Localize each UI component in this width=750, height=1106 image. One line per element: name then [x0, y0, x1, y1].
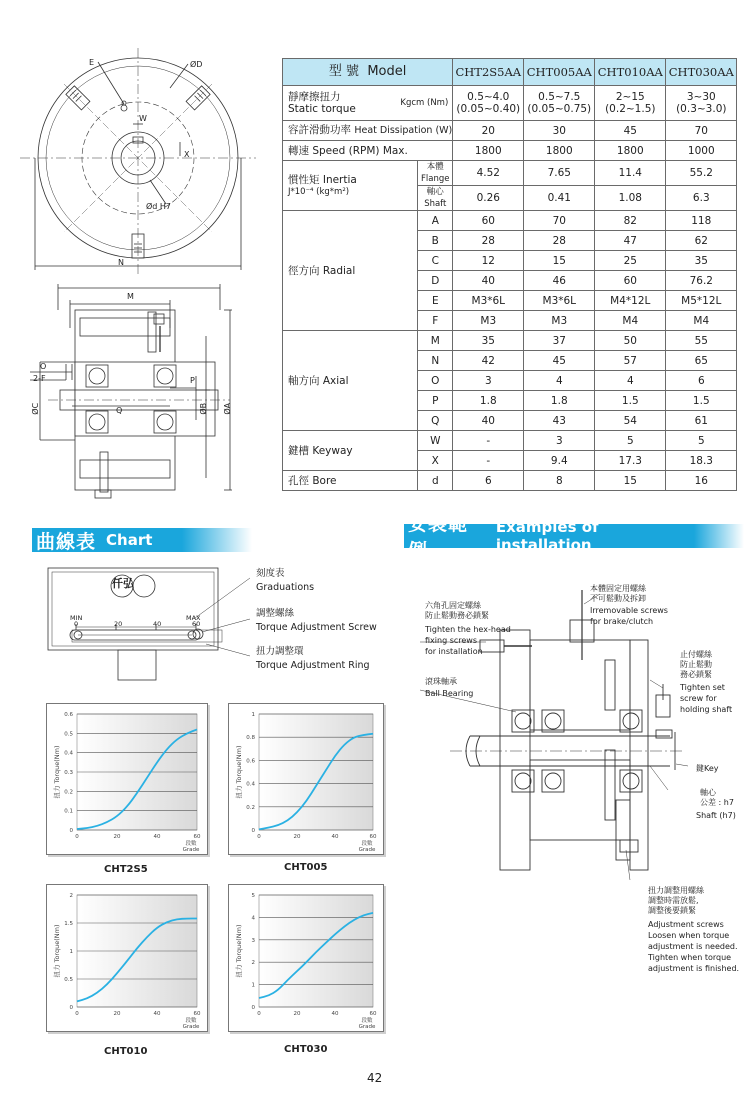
adj-en3: adjustment is needed. — [648, 942, 738, 951]
model-col-1: CHT2S5AA — [453, 59, 524, 86]
radial-row-f: F M3 M3 M4 M4 — [283, 311, 737, 331]
y-tick-label: 1.5 — [64, 921, 73, 927]
x-axis-label: 段數 — [361, 1018, 373, 1024]
chart-svg-2 — [47, 885, 207, 1031]
radial-row-a: 徑方向 Radial A 60 70 82 118 — [283, 211, 737, 231]
x-tick-label: 0 — [257, 834, 261, 840]
axial-row-n: N 42 45 57 65 — [283, 351, 737, 371]
y-tick-label: 0.4 — [64, 750, 73, 757]
model-col-4: CHT030AA — [666, 59, 737, 86]
y-tick-label: 0.6 — [64, 712, 73, 718]
chart-title-cht2s5: CHT2S5 — [104, 864, 148, 875]
table-cell: 1800 — [524, 141, 595, 161]
axial-row-m: 軸方向 Axial M 35 37 50 55 — [283, 331, 737, 351]
bearing-en: Ball Bearing — [425, 689, 474, 698]
set-zh3: 務必鎖緊 — [680, 670, 712, 679]
chart-section-banner: 曲線表 Chart — [32, 528, 182, 552]
chart-cht005 — [228, 703, 384, 855]
chart-title-cht030: CHT030 — [284, 1044, 328, 1055]
chart-banner-fade — [182, 528, 252, 552]
x-tick-label: 60 — [369, 1011, 377, 1017]
dial-logo: 仟弘 — [112, 577, 134, 590]
table-cell: 7.65 — [524, 161, 595, 186]
keyway-row-w: 鍵槽 Keyway W - 3 5 5 — [283, 431, 737, 451]
x-axis-label: 段數 — [185, 841, 197, 847]
y-tick-label: 0 — [251, 828, 255, 834]
plot-area — [259, 714, 373, 830]
side-section-drawing — [20, 280, 260, 506]
table-cell: 0.41 — [524, 186, 595, 211]
model-col-3: CHT010AA — [595, 59, 666, 86]
dim-o: O — [40, 362, 47, 371]
speed-row — [283, 141, 737, 161]
set-en2: screw for — [680, 694, 717, 703]
shaft-en: Shaft (h7) — [696, 811, 736, 820]
table-cell: 0.5~7.5 (0.05~0.75) — [524, 86, 595, 121]
dial-min: MIN — [70, 614, 83, 622]
shaft-tol: 公差 : h7 — [700, 798, 734, 807]
x-axis-label: 段數 — [361, 841, 373, 847]
x-tick-label: 0 — [75, 1011, 79, 1017]
screw-zh: 調整螺絲 — [256, 608, 295, 619]
x-tick-label: 20 — [113, 1011, 121, 1017]
y-tick-label: 0.3 — [64, 770, 73, 776]
dim-od: ØD — [190, 60, 203, 69]
ring-zh: 扭力調整環 — [256, 646, 304, 657]
irr-zh2: 不可鬆動及拆卸 — [590, 594, 646, 603]
set-zh2: 防止鬆動 — [680, 660, 712, 669]
chart-title-cht005: CHT005 — [284, 862, 328, 873]
table-cell: 4.52 — [453, 161, 524, 186]
y-tick-label: 3 — [251, 937, 255, 944]
hex-zh2: 防止鬆動務必鎖緊 — [425, 611, 489, 620]
keyway-row-x: X - 9.4 17.3 18.3 — [283, 451, 737, 471]
x-axis-label: Grade — [358, 1024, 376, 1030]
axial-row-p: P 1.8 1.8 1.5 1.5 — [283, 391, 737, 411]
table-cell: 55.2 — [666, 161, 737, 186]
table-cell: 45 — [595, 121, 666, 141]
y-tick-label: 0 — [69, 1005, 73, 1011]
table-cell: 30 — [524, 121, 595, 141]
y-axis-label: 扭力 Torque(Nm) — [235, 745, 243, 799]
screw-en: Torque Adjustment Screw — [256, 622, 377, 633]
y-tick-label: 0.4 — [246, 781, 255, 788]
x-tick-label: 40 — [153, 1011, 161, 1017]
y-axis-label: 扭力 Torque(Nm) — [53, 745, 61, 799]
dial-tick-0: 0 — [74, 620, 79, 628]
radial-row-e: E M3*6L M3*6L M4*12L M5*12L — [283, 291, 737, 311]
x-tick-label: 20 — [293, 1011, 301, 1017]
x-axis-label: 段數 — [185, 1018, 197, 1024]
adj-en2: Loosen when torque — [648, 931, 730, 940]
table-cell: 1800 — [595, 141, 666, 161]
x-axis-label: Grade — [358, 847, 376, 853]
y-tick-label: 0.8 — [246, 735, 255, 742]
spec-table — [282, 58, 737, 491]
table-cell: 1000 — [666, 141, 737, 161]
axial-label: 軸方向 Axial — [283, 331, 418, 431]
table-cell: 0.26 — [453, 186, 524, 211]
table-cell: 6.3 — [666, 186, 737, 211]
ring-en: Torque Adjustment Ring — [256, 660, 370, 671]
y-tick-label: 4 — [251, 915, 255, 922]
table-cell: 2~15 (0.2~1.5) — [595, 86, 666, 121]
hex-en1: Tighten the hex-head — [425, 625, 511, 634]
flange-label: 本體 Flange — [418, 161, 453, 186]
dial-tick-20: 20 — [114, 620, 123, 628]
hex-en2: fixing screws — [425, 636, 477, 645]
dim-m: M — [127, 292, 134, 301]
y-tick-label: 1 — [251, 712, 255, 718]
y-tick-label: 5 — [251, 893, 255, 899]
x-tick-label: 20 — [113, 834, 121, 840]
x-tick-label: 40 — [153, 834, 161, 840]
set-zh1: 止付螺絲 — [680, 650, 712, 659]
dial-tick-60: 60 — [192, 620, 201, 628]
y-axis-label: 扭力 Torque(Nm) — [53, 924, 61, 978]
irr-zh1: 本體固定用螺絲 — [590, 584, 646, 593]
adj-zh2: 調整時需放鬆, — [648, 896, 699, 905]
shaft-zh: 軸心 — [700, 788, 716, 797]
table-cell: 70 — [666, 121, 737, 141]
bore-label: 孔徑 Bore — [283, 471, 418, 491]
graduations-en: Graduations — [256, 582, 315, 593]
x-tick-label: 20 — [293, 834, 301, 840]
chart-svg-1 — [229, 704, 383, 854]
set-en3: holding shaft — [680, 705, 733, 714]
model-header: 型 號 Model — [283, 59, 453, 86]
install-section-banner: 安裝範例 Examples of installation — [404, 524, 694, 548]
x-tick-label: 40 — [331, 1011, 339, 1017]
y-tick-label: 0.2 — [246, 804, 255, 811]
axial-row-o: O 3 4 4 6 — [283, 371, 737, 391]
dim-q: Q — [116, 406, 123, 415]
dim-w: W — [139, 114, 147, 123]
chart-svg-0 — [47, 704, 207, 854]
install-banner-fade — [694, 524, 744, 548]
dim-2f: 2-F — [33, 374, 46, 383]
bearing-zh: 滾珠軸承 — [425, 677, 457, 686]
radial-row-b: B 28 28 47 62 — [283, 231, 737, 251]
chart-title-cht010: CHT010 — [104, 1046, 148, 1057]
y-tick-label: 0 — [69, 828, 73, 834]
x-tick-label: 40 — [331, 834, 339, 840]
adj-en5: adjustment is finished. — [648, 964, 740, 973]
static-torque-label: 靜摩擦扭力 Static torque Kgcm (Nm) — [283, 86, 453, 121]
dim-odh7: Ød H7 — [146, 202, 172, 211]
table-cell: 20 — [453, 121, 524, 141]
dial-drawing — [40, 564, 255, 688]
dim-ob: ØB — [199, 402, 209, 415]
dial-max: MAX — [186, 614, 201, 622]
hex-en3: for installation — [425, 647, 483, 656]
chart-svg-3 — [229, 885, 383, 1031]
dim-oa: ØA — [223, 402, 233, 415]
shaft-label: 軸心 Shaft — [418, 186, 453, 211]
keyway-label: 鍵槽 Keyway — [283, 431, 418, 471]
model-col-2: CHT005AA — [524, 59, 595, 86]
set-en1: Tighten set — [680, 683, 725, 692]
dim-e: E — [89, 58, 95, 67]
static-torque-row — [283, 86, 737, 121]
y-tick-label: 2 — [69, 893, 73, 899]
y-tick-label: 1 — [69, 949, 73, 955]
chart-cht030 — [228, 884, 384, 1032]
bore-row: 孔徑 Bore d 6 8 15 16 — [283, 471, 737, 491]
adj-en1: Adjustment screws — [648, 920, 724, 929]
y-tick-label: 1 — [251, 982, 255, 989]
y-tick-label: 0.5 — [64, 731, 73, 738]
heat-label: 容許滑動功率 Heat Dissipation (W) — [283, 121, 453, 141]
inertia-flange-row — [283, 161, 737, 186]
y-tick-label: 0.2 — [64, 789, 73, 796]
table-cell: 0.5~4.0 (0.05~0.40) — [453, 86, 524, 121]
x-axis-label: Grade — [182, 1024, 200, 1030]
table-cell: 11.4 — [595, 161, 666, 186]
y-tick-label: 0.6 — [246, 758, 255, 765]
y-tick-label: 0 — [251, 1005, 255, 1011]
x-tick-label: 60 — [193, 1011, 201, 1017]
dim-p: P — [190, 376, 195, 385]
x-tick-label: 60 — [369, 834, 377, 840]
heat-row — [283, 121, 737, 141]
axial-row-q: Q 40 43 54 61 — [283, 411, 737, 431]
table-cell: 3~30 (0.3~3.0) — [666, 86, 737, 121]
adj-zh1: 扭力調整用螺絲 — [648, 886, 704, 895]
adj-zh3: 調整後要鎖緊 — [648, 906, 696, 915]
graduations-zh: 刻度表 — [256, 568, 285, 579]
irr-en1: Irremovable screws — [590, 606, 668, 615]
table-cell: 1800 — [453, 141, 524, 161]
y-tick-label: 2 — [251, 960, 255, 967]
inertia-label: 慣性矩 Inertia J*10⁻⁴ (kg*m²) — [283, 161, 418, 211]
y-axis-label: 扭力 Torque(Nm) — [235, 924, 243, 978]
chart-cht010 — [46, 884, 208, 1032]
radial-label: 徑方向 Radial — [283, 211, 418, 331]
table-cell: 1.08 — [595, 186, 666, 211]
hex-zh1: 六角孔固定螺絲 — [425, 601, 481, 610]
dim-oc: ØC — [31, 402, 41, 415]
key-label: 鍵Key — [696, 764, 719, 773]
x-axis-label: Grade — [182, 847, 200, 853]
front-view-drawing — [20, 48, 260, 276]
speed-label: 轉速 Speed (RPM) Max. — [283, 141, 453, 161]
page-number: 42 — [367, 1071, 383, 1085]
irr-en2: for brake/clutch — [590, 617, 654, 626]
x-tick-label: 0 — [75, 834, 79, 840]
radial-row-d: D 40 46 60 76.2 — [283, 271, 737, 291]
dim-x: X — [184, 150, 190, 159]
y-tick-label: 0.1 — [64, 808, 73, 815]
chart-cht2s5 — [46, 703, 208, 855]
dim-n: N — [118, 258, 124, 267]
x-tick-label: 60 — [193, 834, 201, 840]
x-tick-label: 0 — [257, 1011, 261, 1017]
radial-row-c: C 12 15 25 35 — [283, 251, 737, 271]
table-header-row — [283, 59, 737, 86]
adj-en4: Tighten when torque — [648, 953, 732, 962]
dial-tick-40: 40 — [153, 620, 162, 628]
y-tick-label: 0.5 — [64, 977, 73, 983]
